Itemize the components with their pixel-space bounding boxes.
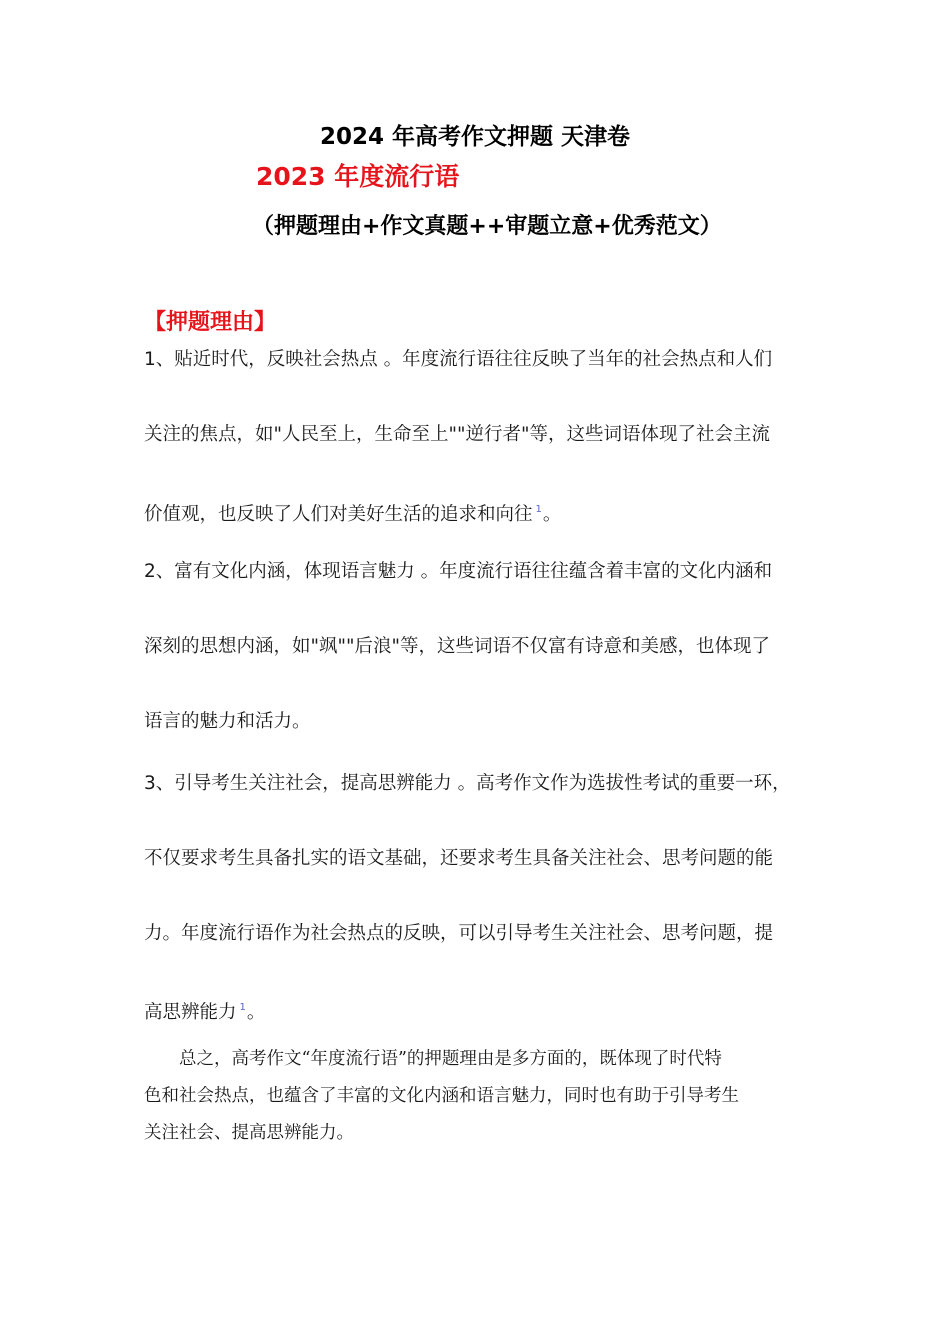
point-1-line-3	[144, 498, 561, 527]
summary-line-3: 关注社会、提高思辨能力。	[144, 1123, 354, 1143]
point-2-line-3: 语言的魅力和活力。	[144, 711, 311, 732]
contents-subtitle: （押题理由+作文真题++审题立意+优秀范文）	[252, 214, 722, 239]
point-2-line-2: 深刻的思想内涵，如"飒""后浪"等，这些词语不仅富有诗意和美感，也体现了	[144, 636, 771, 657]
point-3-line-2: 不仅要求考生具备扎实的语文基础，还要求考生具备关注社会、思考问题的能	[144, 848, 774, 869]
point-1-end-mark: 。	[542, 504, 562, 525]
summary-line-1: 总之，高考作文“年度流行语”的押题理由是多方面的，既体现了时代特	[144, 1049, 722, 1069]
point-1-line-2: 关注的焦点，如"人民至上，生命至上""逆行者"等，这些词语体现了社会主流	[144, 424, 771, 445]
section-heading: 【押题理由】	[144, 310, 277, 335]
footnote-marker[interactable]: 1	[535, 504, 542, 515]
point-3-end-mark: 。	[246, 1002, 266, 1023]
footnote-marker[interactable]: 1	[239, 1002, 246, 1013]
topic-title: 2023 年度流行语	[256, 162, 460, 191]
point-1-line-1: 1、贴近时代，反映社会热点 。年度流行语往往反映了当年的社会热点和人们	[144, 349, 773, 370]
point-3-line-4	[144, 996, 265, 1025]
point-2-line-1: 2、富有文化内涵，体现语言魅力 。年度流行语往往蕴含着丰富的文化内涵和	[144, 561, 773, 582]
summary-line-2: 色和社会热点，也蕴含了丰富的文化内涵和语言魅力，同时也有助于引导考生	[144, 1086, 739, 1106]
point-3-line-4-text: 高思辨能力	[144, 1002, 237, 1023]
point-3-line-1: 3、引导考生关注社会，提高思辨能力 。高考作文作为选拔性考试的重要一环，	[144, 773, 791, 794]
point-3-line-3: 力。年度流行语作为社会热点的反映，可以引导考生关注社会、思考问题，提	[144, 923, 774, 944]
point-1-line-3-text: 价值观，也反映了人们对美好生活的追求和向往	[144, 504, 533, 525]
document-title: 2024 年高考作文押题 天津卷	[319, 124, 631, 150]
